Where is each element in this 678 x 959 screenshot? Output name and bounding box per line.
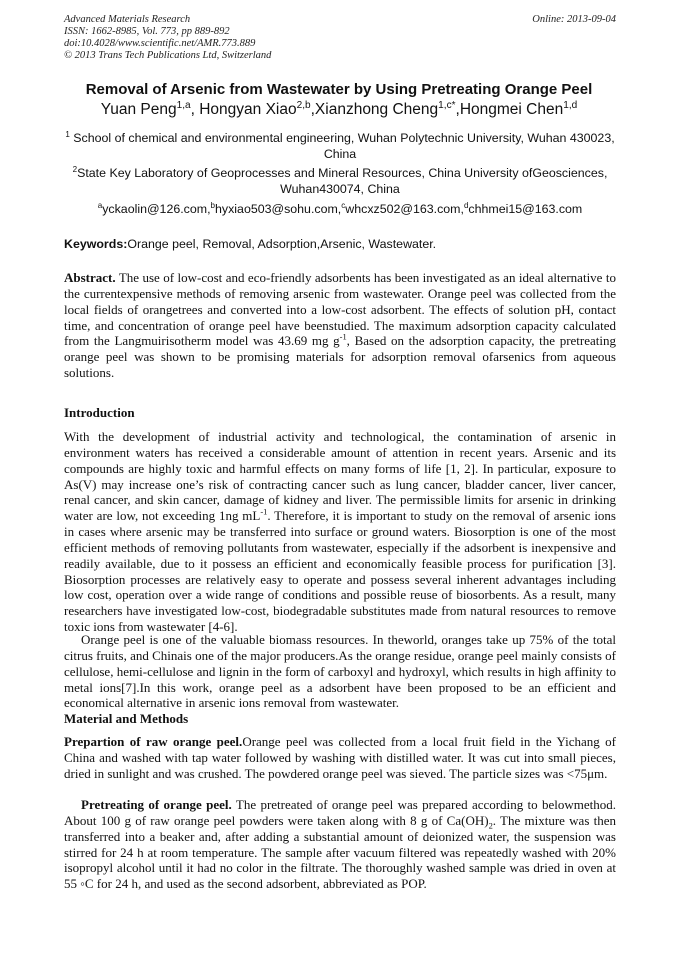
paragraph-label: Pretreating of orange peel.	[81, 797, 232, 812]
affiliation-line: Wuhan430074, China	[280, 182, 400, 196]
affiliation-2	[64, 165, 616, 197]
keywords-text: Orange peel, Removal, Adsorption,Arsenic, Wastewater.	[127, 237, 437, 251]
author-name: Xianzhong Cheng	[314, 101, 439, 118]
paragraph-text: Orange peel was collected from a local fruit field in the Yichang of China and washed with tap water followed by washing with distilled water. It was cut into small pieces, dried in sunlight and was crushed. The powdered orange peel was sieved. The particle sizes was <75μm.	[64, 734, 617, 781]
email-superscript: c	[341, 200, 346, 210]
author-name: Hongyan Xiao	[199, 101, 297, 118]
issn-line: ISSN: 1662-8985, Vol. 773, pp 889-892	[64, 26, 230, 37]
methods-paragraph-2	[64, 797, 616, 892]
author-superscript: 1,d	[563, 99, 578, 111]
doi-line: doi:10.4028/www.scientific.net/AMR.773.889	[64, 38, 256, 49]
paper-title: Removal of Arsenic from Wastewater by Using Pretreating Orange Peel	[85, 81, 593, 98]
email-address[interactable]: yckaolin@126.com,	[102, 202, 211, 216]
paragraph-text: . Therefore, it is important to study on the removal of arsenic ions in cases where arsenic may be transferred into surface or ground waters. Biosorption is one of the most efficient methods of removing pollutants from wastewater, especially if the adsorbent is inexpensive and readily available, due to it possess an efficient and economically feasible process for purification [3]. Biosorption processes are relatively easy to operate and possess several inherent advantages including low cost, operation over a wide range of conditions and possible reuse of biosorbents. As a result, many researchers have investigated low-cost, biodegradable substitutes made from natural resources to remove toxic ions from wastewater [4-6].	[64, 508, 616, 635]
paragraph-label: Prepartion of raw orange peel.	[64, 734, 243, 749]
author-superscript: 1,a	[176, 99, 191, 111]
abstract	[64, 270, 616, 381]
affiliation-1	[64, 130, 616, 162]
paragraph-superscript: -1	[260, 506, 268, 517]
paragraph-text: . The mixture was then transferred into a beaker and, after adding a substantial amount of deionized water, the suspension was stirred for 24 h at room temperature. The sample after vacuum filtered was repeatedly washed with 20% isopropyl alcohol until it had no color in the filtrate. The thoroughly washed sample was dried in oven at 55 ◦C for 24 h, and used as the second adsorbent, abbreviated as POP.	[64, 812, 616, 892]
keywords-label: Keywords:	[64, 237, 128, 251]
abstract-label: Abstract.	[64, 270, 116, 285]
journal-name: Advanced Materials Research	[64, 14, 191, 25]
methods-heading: Material and Methods	[64, 711, 189, 726]
paragraph-text: The pretreated of orange peel was prepared according to belowmethod. About 100 g of raw orange peel powders were taken along with 8 g of Ca(OH)	[64, 797, 616, 828]
affiliation-number: 1	[65, 129, 70, 139]
affiliation-line: China	[323, 147, 357, 161]
copyright-line: © 2013 Trans Tech Publications Ltd, Switzerland	[64, 50, 272, 61]
introduction-paragraph-1	[64, 429, 616, 635]
author-superscript: 1,c*	[438, 99, 456, 111]
email-list	[64, 202, 616, 216]
abstract-text: The use of low-cost and eco-friendly adsorbents has been investigated as an ideal alternative to the currentexpensive methods of removing arsenic from wastewater. Orange peel was collected from the local fields of orangetrees and converted into a low-cost adsorbent. The effects of solution pH, contact time, and concentration of orange peel have beenstudied. The maximum adsorption capacity calculated from the Langmuirisotherm model was 43.69 mg g	[64, 270, 616, 349]
email-address[interactable]: whcxz502@163.com,	[345, 202, 464, 216]
introduction-paragraph-2: Orange peel is one of the valuable biomass resources. In theworld, oranges take up 75% of the total citrus fruits, and Chinais one of the major producers.As the orange residue, orange peel mainly consists of cellulose, hemi-cellulose and lignin in the form of carboxyl and hydroxyl, which results in high affinity to metal ions[7].In this work, orange peel as a adsorbent have been proposed to be an efficient and economical alternative in arsenic ions removal from wastewater.	[64, 632, 616, 711]
affiliation-line: School of chemical and environmental engineering, Wuhan Polytechnic University, Wuhan 430023,	[69, 131, 615, 145]
paragraph-subscript: 2	[488, 820, 493, 831]
journal-header	[64, 14, 616, 62]
paragraph-text: With the development of industrial activity and technological, the contamination of arsenic in environment waters has received a considerable amount of attention in recent years. Arsenic and its compounds are highly toxic and harmful effects on many forms of life [1, 2]. In particular, exposure to As(V) may increase one’s risk of contracting cancer such as lung cancer, bladder cancer, liver cancer, renal cancer, and skin cancer, damage of kidney and liver. The permissible limits for arsenic in drinking water are low, not exceeding 1ng mL	[64, 429, 616, 524]
email-superscript: d	[463, 200, 469, 210]
email-address[interactable]: chhmei15@163.com	[468, 202, 583, 216]
email-address[interactable]: hyxiao503@sohu.com,	[215, 202, 342, 216]
affiliation-number: 2	[72, 164, 78, 174]
author-name: Hongmei Chen	[459, 101, 564, 118]
introduction-heading: Introduction	[64, 405, 135, 420]
abstract-superscript: -1	[339, 332, 347, 343]
author-name: Yuan Peng	[100, 101, 177, 118]
author-separator: ,	[455, 101, 460, 118]
keywords	[64, 237, 616, 251]
abstract-text: , Based on the adsorption capacity, the pretreating orange peel was shown to be promising materials for adsorption removal ofarsenics from aqueous solutions.	[64, 333, 616, 381]
methods-paragraph-1	[64, 734, 616, 782]
author-separator: ,	[310, 101, 315, 118]
email-superscript: b	[210, 200, 216, 210]
author-superscript: 2,b	[296, 99, 311, 111]
affiliation-line: State Key Laboratory of Geoprocesses and Mineral Resources, China University ofGeosciences,	[77, 166, 608, 180]
email-superscript: a	[97, 200, 103, 210]
author-separator: ,	[190, 101, 200, 118]
author-list	[40, 101, 638, 119]
online-date: Online: 2013-09-04	[532, 14, 616, 25]
